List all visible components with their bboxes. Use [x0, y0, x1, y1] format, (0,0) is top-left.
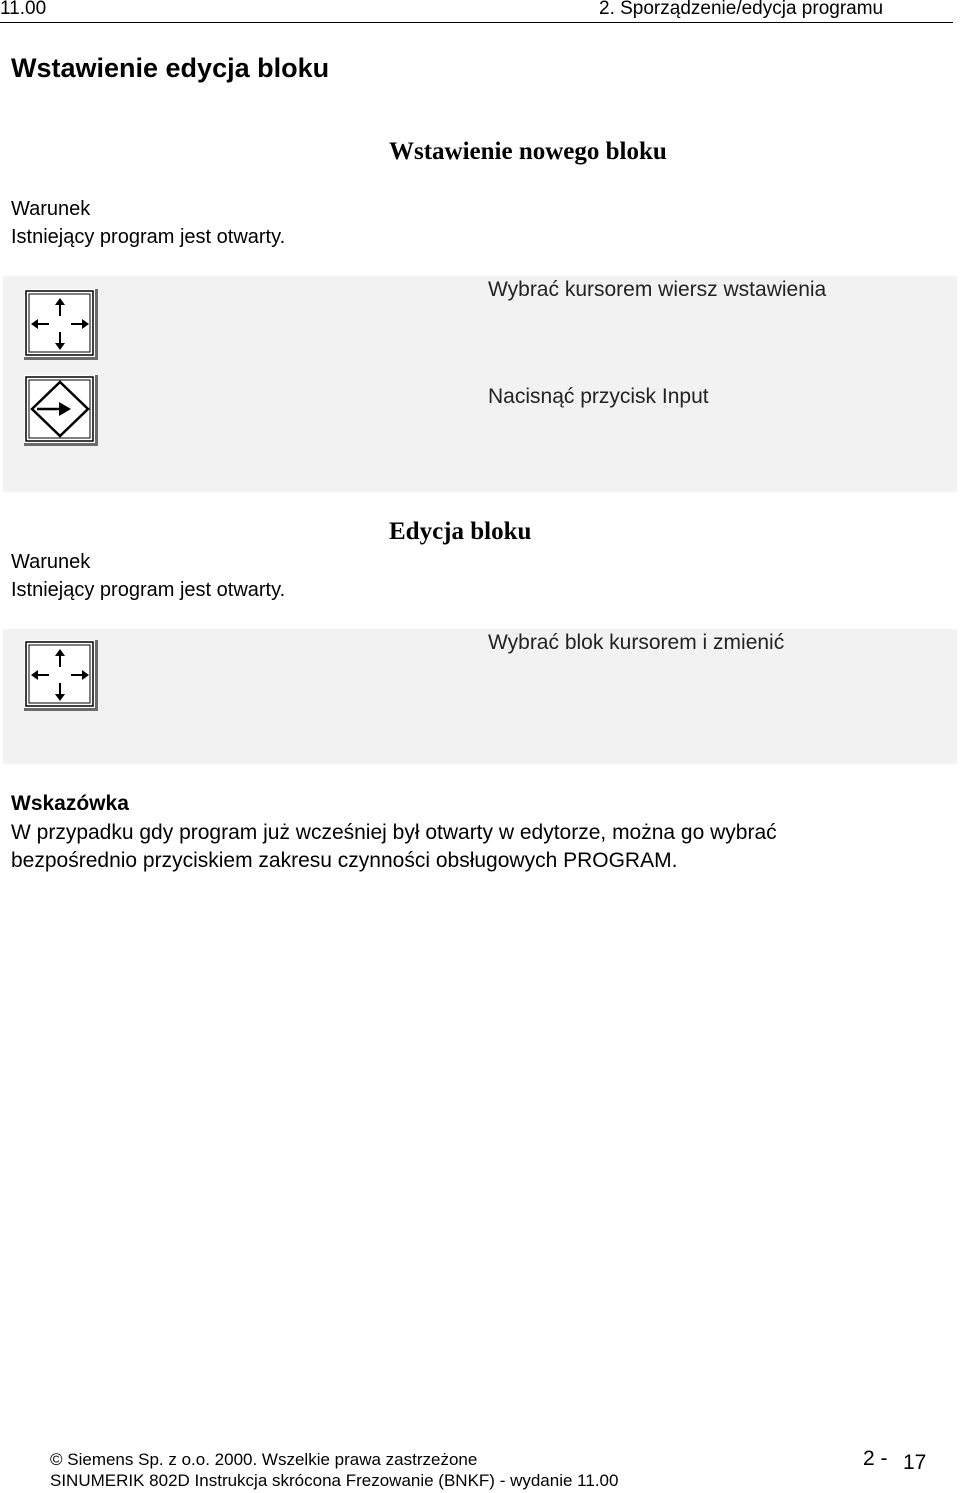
section-insert-title: Wstawienie nowego bloku	[389, 138, 667, 165]
note-line-1: W przypadku gdy program już wcześniej był otwarty w edytorze, można go wybrać	[11, 821, 777, 844]
step-press-input-text: Nacisnąć przycisk Input	[488, 385, 709, 408]
page-title: Wstawienie edycja bloku	[11, 53, 330, 83]
section-insert-condition-label: Warunek	[11, 198, 91, 220]
section-edit-title: Edycja bloku	[389, 518, 532, 545]
section-insert-condition-text: Istniejący program jest otwarty.	[11, 226, 286, 248]
footer-page-prefix: 2 -	[863, 1447, 888, 1470]
cursor-keys-icon[interactable]	[23, 288, 99, 361]
section-insert-panel	[3, 276, 957, 492]
footer-copyright: © Siemens Sp. z o.o. 2000. Wszelkie prawa zastrzeżone	[50, 1450, 478, 1469]
header-chapter: 2. Sporządzenie/edycja programu	[599, 0, 884, 19]
footer-manual: SINUMERIK 802D Instrukcja skrócona Frezowanie (BNKF) - wydanie 11.00	[50, 1471, 619, 1490]
note-title: Wskazówka	[11, 792, 129, 815]
note-line-2: bezpośrednio przyciskiem zakresu czynności obsługowych PROGRAM.	[11, 849, 678, 872]
section-edit-panel	[3, 629, 957, 764]
section-edit-condition-label: Warunek	[11, 551, 91, 573]
step-select-row-text: Wybrać kursorem wiersz wstawienia	[488, 278, 827, 301]
section-edit-condition-text: Istniejący program jest otwarty.	[11, 579, 286, 601]
step-select-block-text: Wybrać blok kursorem i zmienić	[488, 631, 785, 654]
header-divider	[0, 22, 953, 23]
cursor-keys-icon[interactable]	[23, 639, 99, 712]
footer-page-number: 17	[903, 1451, 927, 1474]
input-key-icon[interactable]	[23, 374, 99, 447]
header-version: 11.00	[0, 0, 47, 19]
